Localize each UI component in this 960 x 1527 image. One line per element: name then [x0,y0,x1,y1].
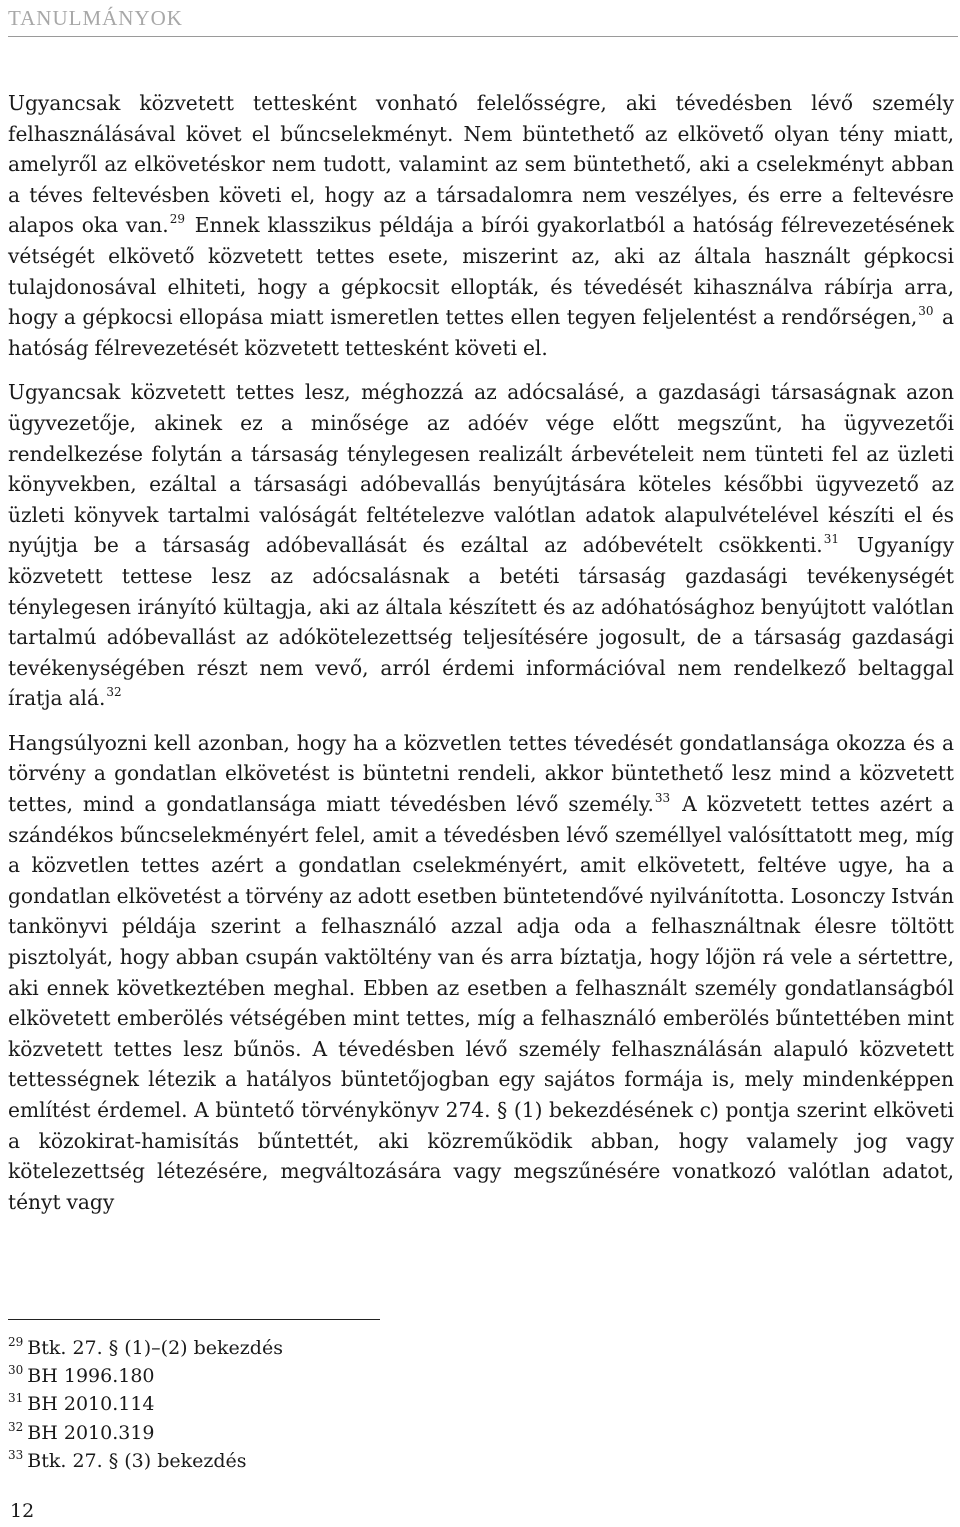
footnote-text: BH 2010.114 [27,1393,155,1416]
footnote-ref-31[interactable]: 31 [823,532,839,547]
paragraph-text: A közvetett tettes azért a szándékos bűncselekményért felel, amit a tévedésben lévő személlyel valósíttatott meg, míg a közvetlen tettes azért a gondatlan cselekményért, amit elkövetett, feltéve ugye, ha a gondatlan elkövetést a törvény az adott esetben büntetendővé nyilvánította. Losonczy István tankönyvi példája szerint a felhasználó azzal adja oda a felhasználtnak élesre töltött pisztolyát, hogy abban csupán vaktöltény van és arra bíztatja, hogy lőjön rá vele a sértettre, aki ennek következtében meghal. Ebben az esetben a felhasznált személy gondatlanságból elkövetett emberölés vétségében mint tettes, míg a felhasználó emberölés bűntettében mint közvetett tettes lesz bűnös. A tévedésben lévő személy felhasználásán alapuló közvetett tettességnek létezik a hatályos büntetőjogban egy sajátos formája is, mely mindenképpen említést érdemel. A büntető törvénykönyv 274. § (1) bekezdésének c) pontja szerint elköveti a közokirat-hamisítás bűntettét, aki közreműködik abban, hogy valamely jog vagy kötelezettség létezésére, megváltozására vagy megszűnésére vonatkozó valótlan adatot, tényt vagy [8,792,954,1214]
footnote-text: BH 2010.319 [27,1421,155,1444]
footnote-text: BH 1996.180 [27,1365,155,1388]
footnote-29 [8,1334,608,1362]
paragraph-text: a hatóság félrevezetését közvetett tettesként követi el. [8,305,954,360]
footnote-number: 30 [8,1363,24,1378]
paragraph-1 [8,88,954,363]
footnote-ref-32[interactable]: 32 [106,685,122,700]
footnote-text: Btk. 27. § (3) bekezdés [27,1449,247,1472]
footnote-31 [8,1390,608,1418]
paragraph-2 [8,377,954,714]
paragraph-text: Ugyanígy közvetett tettese lesz az adócsalásnak a betéti társaság gazdasági tevékenységét ténylegesen irányító kültagja, aki az általa készített és az adóhatósághoz benyújtott valótlan tartalmú adóbevallást az adókötelezettség teljesítésére jogosult, de a társaság gazdasági tevékenységében részt nem vevő, arról érdemi információval nem rendelkező beltaggal íratja alá. [8,533,955,711]
footnote-separator [8,1319,380,1320]
footnote-ref-30[interactable]: 30 [918,304,934,319]
paragraph-text: Ennek klasszikus példája a bírói gyakorlatból a hatóság félrevezetésének vétségét elkövető közvetett tettes esete, miszerint az, aki az általa használt gépkocsi tulajdonosával elhiteti, hogy a gépkocsit ellopták, és tévedését kihasználva rábírja arra, hogy a gépkocsi ellopása miatt ismeretlen tettes ellen tegyen feljelentést a rendőrségen, [8,213,954,330]
footnote-33 [8,1447,608,1475]
footnote-text: Btk. 27. § (1)–(2) bekezdés [27,1337,283,1359]
footnote-30 [8,1362,608,1390]
footnote-number: 31 [8,1391,24,1406]
section-title: TANULMÁNYOK [8,6,183,30]
paragraph-text: Ugyancsak közvetett tettesként vonható felelősségre, aki tévedésben lévő személy felhasználásával követ el bűncselekményt. Nem büntethető az elkövető olyan tény miatt, amelyről az elkövetéskor nem tudott, valamint az sem büntethető, aki a cselekményt abban a téves feltevésben követi el, hogy az a társadalomra nem veszélyes, és erre a feltevésre alapos oka van. [8,91,954,238]
paragraph-text: Ugyancsak közvetett tettes lesz, méghozzá az adócsalásé, a gazdasági társaságnak azon ügyvezetője, akinek ez a minősége az adóév vége előtt megszűnt, ha ügyvezetői rendelkezése folytán a társaság ténylegesen realizált árbevételeit nem tünteti fel az üzleti könyvekben, ezáltal a társasági adóbevallás benyújtására köteles későbbi ügyvezető az üzleti könyvek tartalmi valóságát feltételezve valótlan adatok alapulvételével készíti el és nyújtja be a társaság adóbevallását és ezáltal az adóbevételt csökkenti. [8,380,954,558]
footnotes [8,1334,608,1475]
footnote-number: 29 [8,1335,24,1349]
article-body [8,88,954,1231]
footnote-number: 32 [8,1419,24,1434]
footnote-number: 33 [8,1447,24,1462]
footnote-32 [8,1419,608,1447]
footnote-ref-29[interactable]: 29 [169,212,185,227]
paragraph-text: Hangsúlyozni kell azonban, hogy ha a közvetlen tettes tévedését gondatlansága okozza és a törvény a gondatlan elkövetést is büntetni rendeli, akkor büntethető lesz mind a közvetett tettes, mind a gondatlansága miatt tévedésben lévő személy. [8,730,954,817]
running-header [8,4,958,37]
footnote-ref-33[interactable]: 33 [654,791,671,806]
paragraph-3 [8,728,954,1218]
page-number: 12 [10,1500,35,1522]
